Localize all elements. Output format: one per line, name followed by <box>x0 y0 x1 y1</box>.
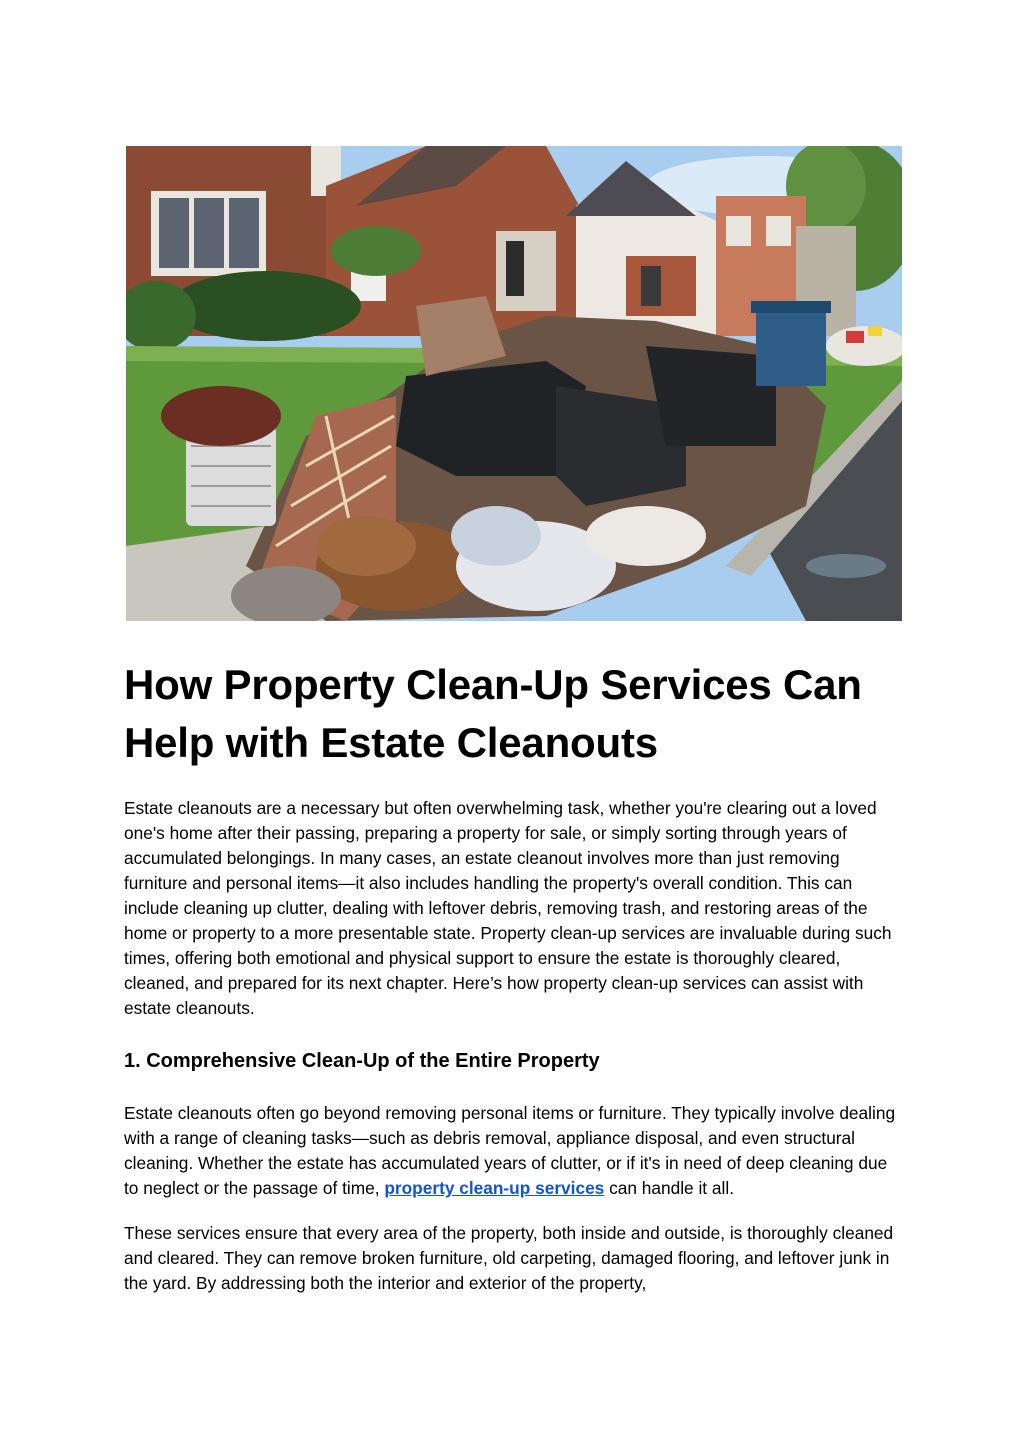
property-clean-up-services-link[interactable]: property clean-up services <box>384 1178 605 1198</box>
section-paragraph <box>124 1101 904 1201</box>
intro-paragraph: Estate cleanouts are a necessary but often overwhelming task, whether you're clearing out a loved one's home after their passing, preparing a property for sale, or simply sorting through years of accumulated belongings. In many cases, an estate cleanout involves more than just removing furniture and personal items—it also includes handling the property's overall condition. This can include cleaning up clutter, dealing with leftover debris, removing trash, and restoring areas of the home or property to a more presentable state. Property clean-up services are invaluable during such times, offering both emotional and physical support to ensure the estate is thoroughly cleared, cleaned, and prepared for its next chapter. Here’s how property clean-up services can assist with estate cleanouts. <box>124 798 892 1018</box>
hero-photo <box>126 146 902 621</box>
section-paragraph: These services ensure that every area of the property, both inside and outside, is thoroughly cleaned and cleared. They can remove broken furniture, old carpeting, damaged flooring, and leftover junk in the yard. By addressing both the interior and exterior of the property, <box>124 1223 894 1293</box>
article-title: How Property Clean-Up Services Can Help with Estate Cleanouts <box>124 661 862 766</box>
article-body <box>124 656 904 1296</box>
section-heading: 1. Comprehensive Clean-Up of the Entire Property <box>124 1050 600 1072</box>
paragraph-text: can handle it all. <box>604 1178 734 1198</box>
paragraph-text: Estate cleanouts often go beyond removing personal items or furniture. They typically involve dealing with a range of cleaning tasks—such as debris removal, appliance disposal, and even structural cleaning. Whether the estate has accumulated years of clutter, or if it's in need of deep cleaning due to neglect or the passage of time, <box>124 1103 896 1198</box>
